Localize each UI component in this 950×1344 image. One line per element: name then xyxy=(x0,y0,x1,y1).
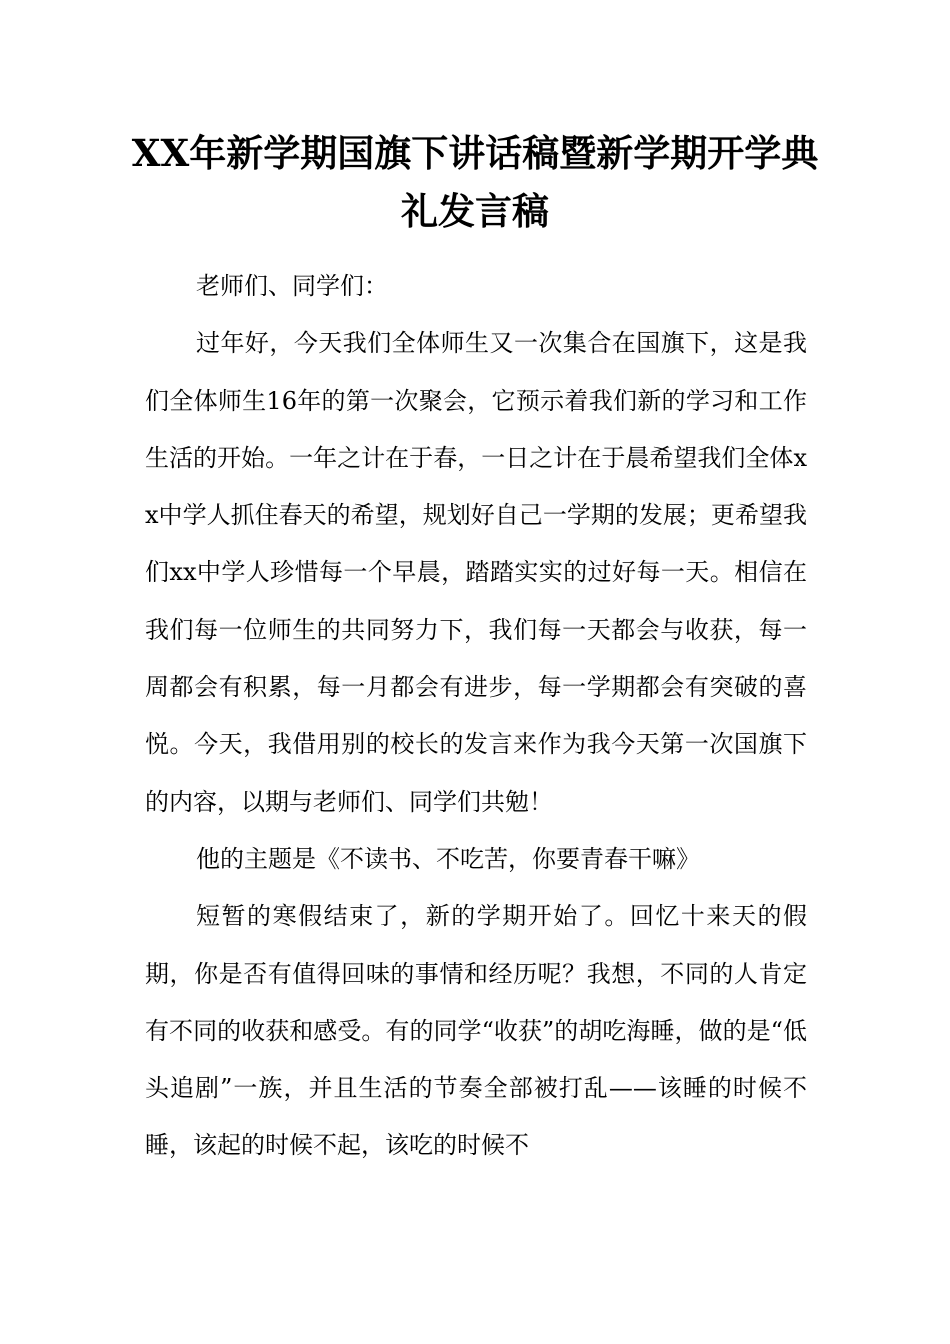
paragraph-theme: 他的主题是《不读书、不吃苦，你要青春干嘛》 xyxy=(196,844,700,873)
paragraph-opening: 过年好，今天我们全体师生又一次集合在国旗下，这是我们全体师生16年的第一次聚会，它预示着我们新的学习和工作生活的开始。一年之计在于春，一日之计在于晨希望我们全体xx中学人抓住春天的希望，规划好自己一学期的发展；更希望我们xx中学人珍惜每一个早晨，踏踏实实的过好每一天。相信在我们每一位师生的共同努力下，我们每一天都会与收获，每一周都会有积累，每一月都会有进步，每一学期都会有突破的喜悦。今天，我借用别的校长的发言来作为我今天第一次国旗下的内容，以期与老师们、同学们共勉！ xyxy=(145,329,807,816)
paragraph-salutation: 老师们、同学们： xyxy=(196,272,388,300)
document-title: XX年新学期国旗下讲话稿暨新学期开学典礼发言稿 xyxy=(131,131,819,233)
document-body xyxy=(145,258,807,1175)
paragraph-holiday: 短暂的寒假结束了，新的学期开始了。回忆十来天的假期，你是否有值得回味的事情和经历呢？我想，不同的人肯定有不同的收获和感受。有的同学“收获”的胡吃海睡，做的是“低头追剧”一族，并且生活的节奏全部被打乱——该睡的时候不睡，该起的时候不起，该吃的时候不 xyxy=(145,902,807,1160)
